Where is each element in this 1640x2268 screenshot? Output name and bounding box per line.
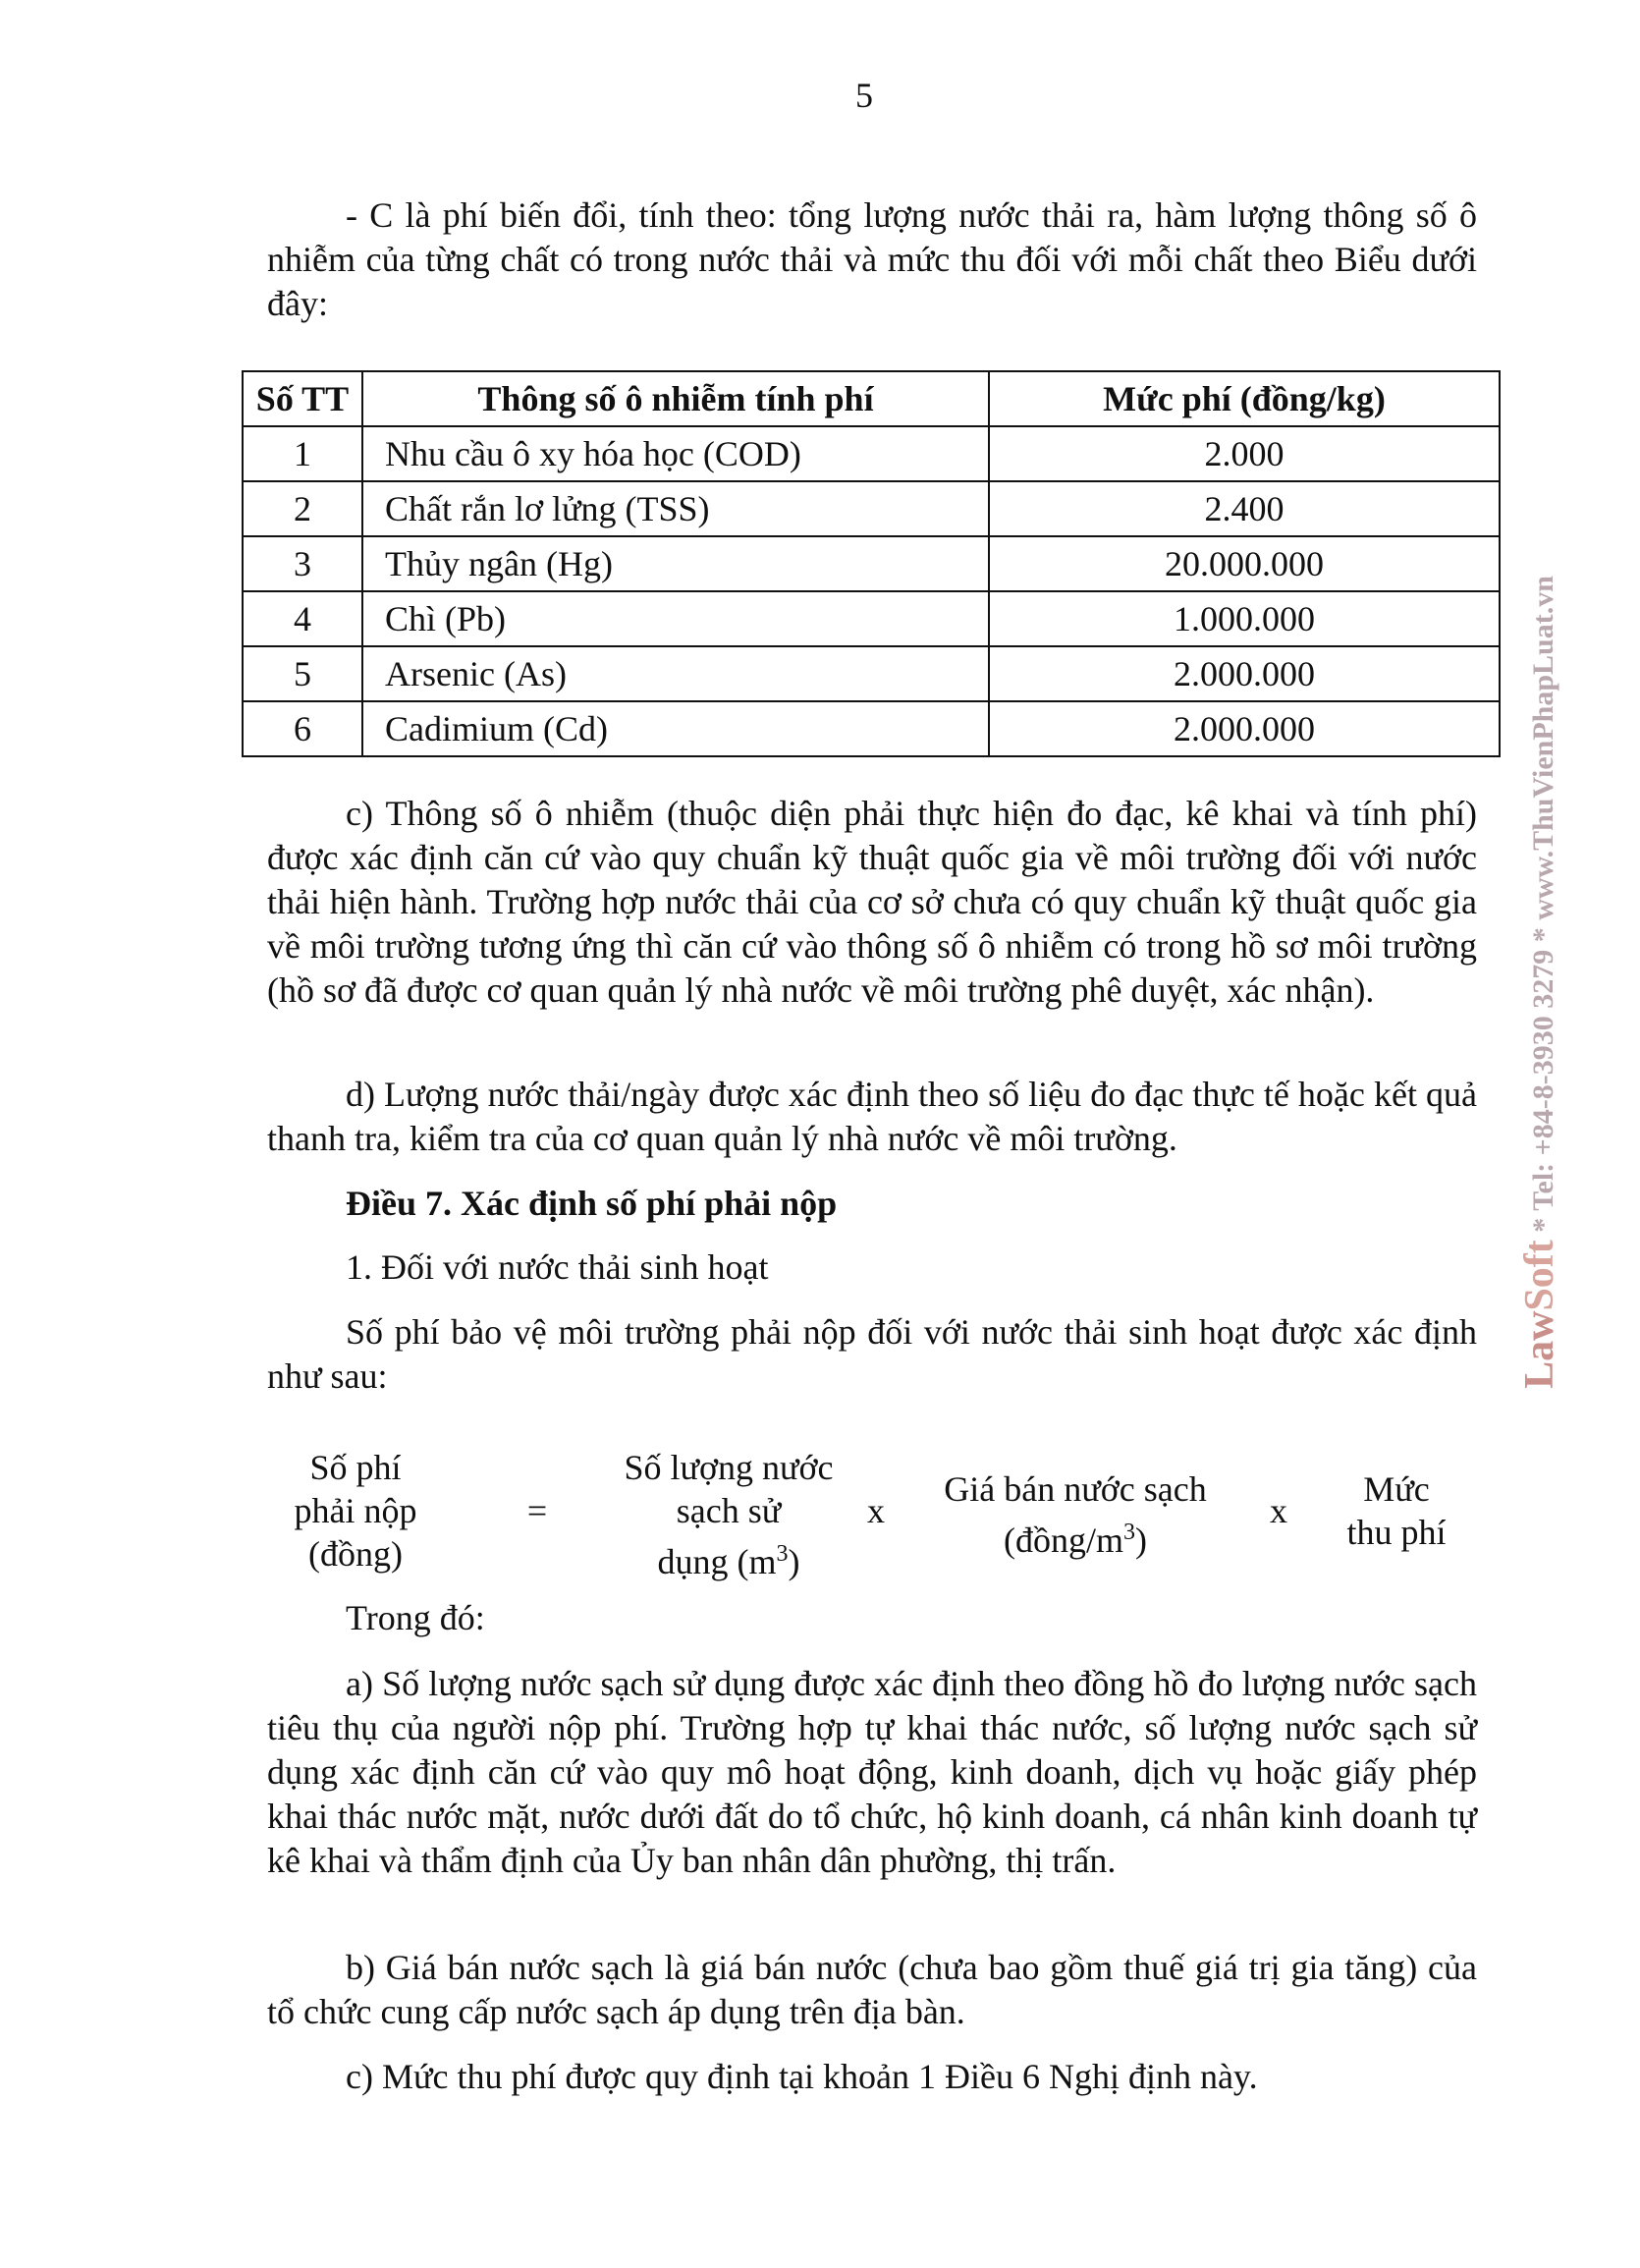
table-row xyxy=(243,701,1500,756)
paragraph-c-fee-rate: c) Mức thu phí được quy định tại khoản 1 Điều 6 Nghị định này. xyxy=(346,2057,1258,2096)
item-1-description: Số phí bảo vệ môi trường phải nộp đối với nước thải sinh hoạt được xác định như sau: xyxy=(267,1312,1477,1396)
row-fee: 20.000.000 xyxy=(989,536,1500,591)
table-row xyxy=(243,591,1500,646)
row-no: 3 xyxy=(243,536,362,591)
row-no: 6 xyxy=(243,701,362,756)
paragraph-b-water-price: b) Giá bán nước sạch là giá bán nước (chưa bao gồm thuế giá trị gia tăng) của tổ chức cung cấp nước sạch áp dụng trên địa bàn. xyxy=(267,1948,1477,2031)
formula-lhs: Số phí phải nộp (đồng) xyxy=(294,1448,417,1574)
row-fee: 2.000.000 xyxy=(989,701,1500,756)
row-param: Thủy ngân (Hg) xyxy=(362,536,989,591)
article-7-heading: Điều 7. Xác định số phí phải nộp xyxy=(346,1184,838,1223)
row-param: Arsenic (As) xyxy=(362,646,989,701)
formula-fee-rate: Mức thu phí xyxy=(1346,1469,1447,1552)
row-no: 1 xyxy=(243,426,362,481)
formula-water-volume: Số lượng nước sạch sử dụng $(m^3)$ xyxy=(624,1448,834,1581)
row-no: 5 xyxy=(243,646,362,701)
row-no: 4 xyxy=(243,591,362,646)
paragraph-a-water-volume: a) Số lượng nước sạch sử dụng được xác định theo đồng hồ đo lượng nước sạch tiêu thụ của người nộp phí. Trường hợp tự khai thác nước, số lượng nước sạch sử dụng xác định căn cứ vào quy mô hoạt động, kinh doanh, dịch vụ hoặc giấy phép khai thác nước mặt, nước dưới đất do tổ chức, hộ kinh doanh, cá nhân kinh doanh tự kê khai và thẩm định của Ủy ban nhân dân phường, thị trấn. xyxy=(267,1664,1477,1880)
col-header-fee: Mức phí (đồng/kg) xyxy=(989,371,1500,426)
watermark-brand-law: Law xyxy=(1517,1310,1562,1389)
table-row xyxy=(243,426,1500,481)
row-fee: 2.000 xyxy=(989,426,1500,481)
formula-times-1: x xyxy=(867,1491,885,1530)
watermark-contact: * Tel: +84-8-3930 3279 * www.ThuVienPhapLuat.vn xyxy=(1527,576,1559,1241)
watermark-brand-soft: Soft xyxy=(1517,1240,1562,1311)
table-row xyxy=(243,646,1500,701)
row-fee: 1.000.000 xyxy=(989,591,1500,646)
formula-equals: = xyxy=(526,1491,548,1530)
row-param: Cadimium (Cd) xyxy=(362,701,989,756)
row-param: Chất rắn lơ lửng (TSS) xyxy=(362,481,989,536)
table-header-row xyxy=(243,371,1500,426)
formula-water-price: Giá bán nước sạch $(đồng/m^3)$ xyxy=(944,1469,1207,1560)
row-fee: 2.000.000 xyxy=(989,646,1500,701)
fee-table xyxy=(242,370,1501,757)
row-param: Chì (Pb) xyxy=(362,591,989,646)
page-number: 5 xyxy=(855,76,873,115)
row-param: Nhu cầu ô xy hóa học (COD) xyxy=(362,426,989,481)
row-no: 2 xyxy=(243,481,362,536)
col-header-param: Thông số ô nhiễm tính phí xyxy=(362,371,989,426)
item-1-heading: 1. Đối với nước thải sinh hoạt xyxy=(346,1247,769,1287)
fee-formula xyxy=(267,1446,1477,1583)
paragraph-c-pollution-params: c) Thông số ô nhiễm (thuộc diện phải thực hiện đo đạc, kê khai và tính phí) được xác định căn cứ vào quy chuẩn kỹ thuật quốc gia về môi trường đối với nước thải hiện hành. Trường hợp nước thải của cơ sở chưa có quy chuẩn kỹ thuật quốc gia về môi trường tương ứng thì căn cứ vào thông số ô nhiễm có trong hồ sơ môi trường (hồ sơ đã được cơ quan quản lý nhà nước về môi trường phê duyệt, xác nhận). xyxy=(267,794,1477,1010)
side-watermark xyxy=(1516,576,1563,1389)
col-header-no: Số TT xyxy=(243,371,362,426)
trong-do-label: Trong đó: xyxy=(346,1598,485,1637)
paragraph-d-wastewater-volume: d) Lượng nước thải/ngày được xác định theo số liệu đo đạc thực tế hoặc kết quả thanh tra, kiểm tra của cơ quan quản lý nhà nước về môi trường. xyxy=(267,1075,1477,1158)
table-row xyxy=(243,481,1500,536)
intro-paragraph: - C là phí biến đổi, tính theo: tổng lượng nước thải ra, hàm lượng thông số ô nhiễm của từng chất có trong nước thải và mức thu đối với mỗi chất theo Biểu dưới đây: xyxy=(267,195,1477,323)
table-row xyxy=(243,536,1500,591)
formula-times-2: x xyxy=(1270,1491,1287,1530)
row-fee: 2.400 xyxy=(989,481,1500,536)
